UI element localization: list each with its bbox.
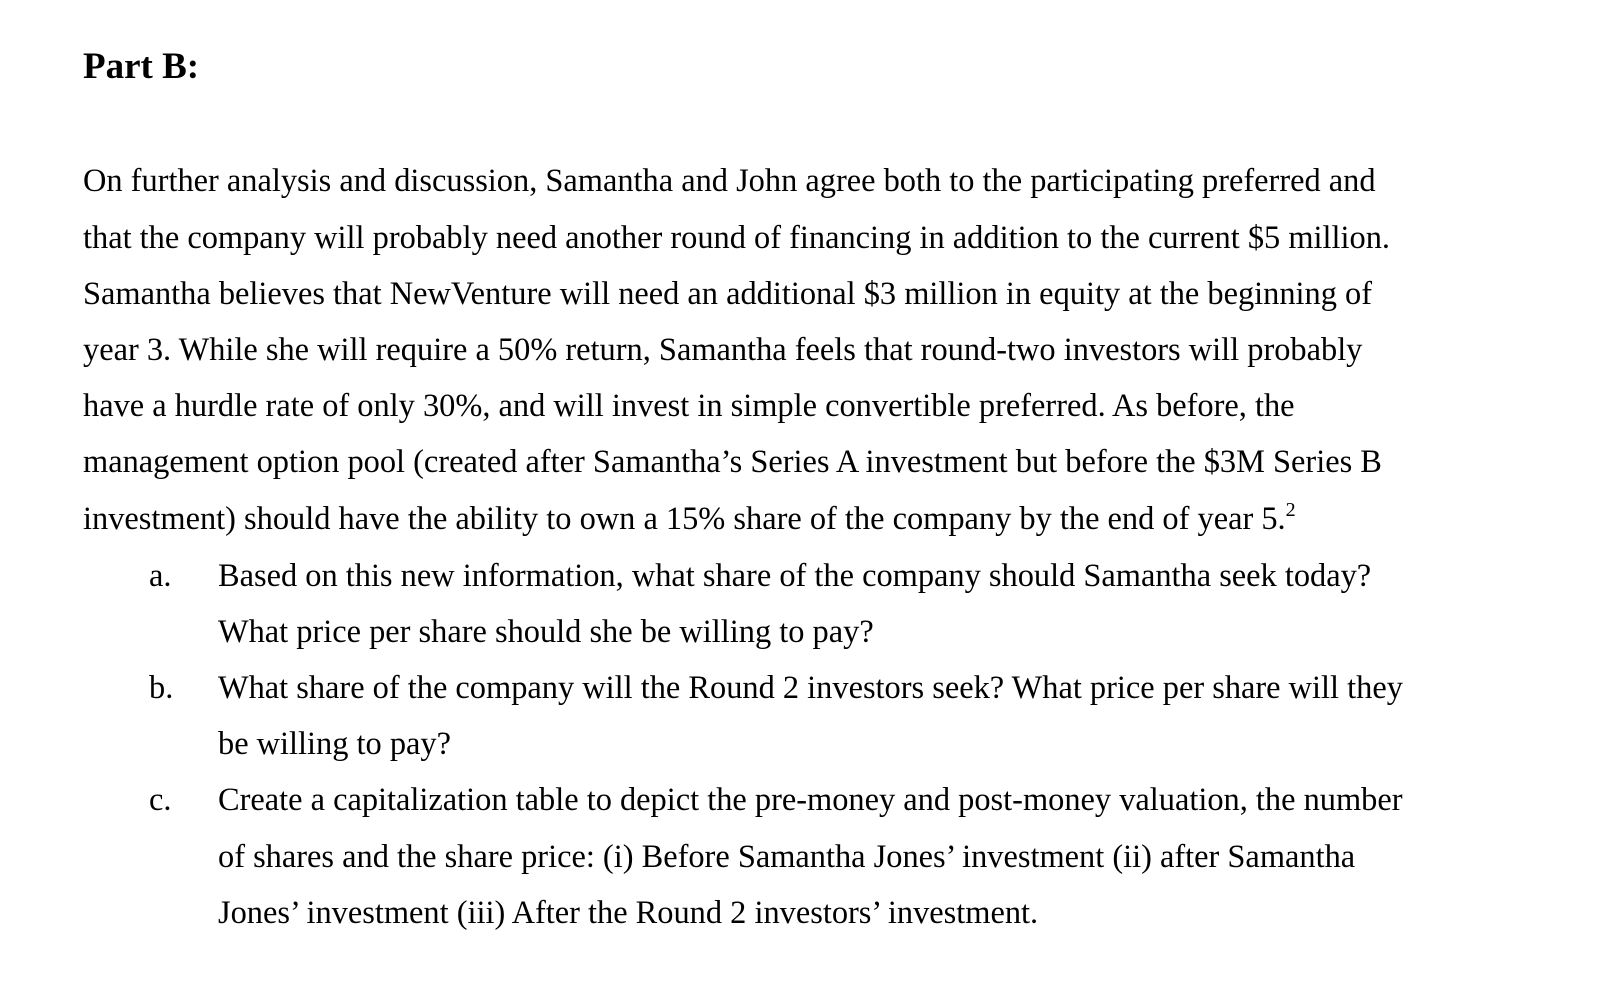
item-marker: a. — [149, 558, 172, 594]
paragraph-line: management option pool (created after Samantha’s Series A investment but before the $3M Series B — [83, 444, 1382, 480]
item-line: Based on this new information, what share of the company should Samantha seek today? — [218, 558, 1372, 594]
paragraph-line-last — [83, 499, 1296, 539]
item-line: be willing to pay? — [218, 726, 451, 762]
paragraph-line-text: investment) should have the ability to own a 15% share of the company by the end of year 5. — [83, 501, 1286, 537]
item-line: of shares and the share price: (i) Before Samantha Jones’ investment (ii) after Samantha — [218, 839, 1356, 875]
footnote-marker: 2 — [1285, 499, 1296, 521]
item-line: What share of the company will the Round 2 investors seek? What price per share will they — [218, 670, 1403, 706]
item-line: Create a capitalization table to depict the pre-money and post-money valuation, the number — [218, 782, 1403, 818]
paragraph-line: Samantha believes that NewVenture will need an additional $3 million in equity at the beginning of — [83, 276, 1373, 312]
paragraph-line: year 3. While she will require a 50% return, Samantha feels that round-two investors will probably — [83, 332, 1363, 368]
item-marker: b. — [149, 670, 174, 706]
item-marker: c. — [149, 782, 172, 818]
item-line: Jones’ investment (iii) After the Round 2 investors’ investment. — [218, 895, 1039, 931]
paragraph-line: that the company will probably need another round of financing in addition to the current $5 million. — [83, 220, 1390, 256]
paragraph-line: have a hurdle rate of only 30%, and will invest in simple convertible preferred. As before, the — [83, 388, 1295, 424]
paragraph-line: On further analysis and discussion, Samantha and John agree both to the participating preferred and — [83, 163, 1376, 199]
item-line: What price per share should she be willing to pay? — [218, 614, 874, 650]
section-heading: Part B: — [83, 46, 200, 87]
